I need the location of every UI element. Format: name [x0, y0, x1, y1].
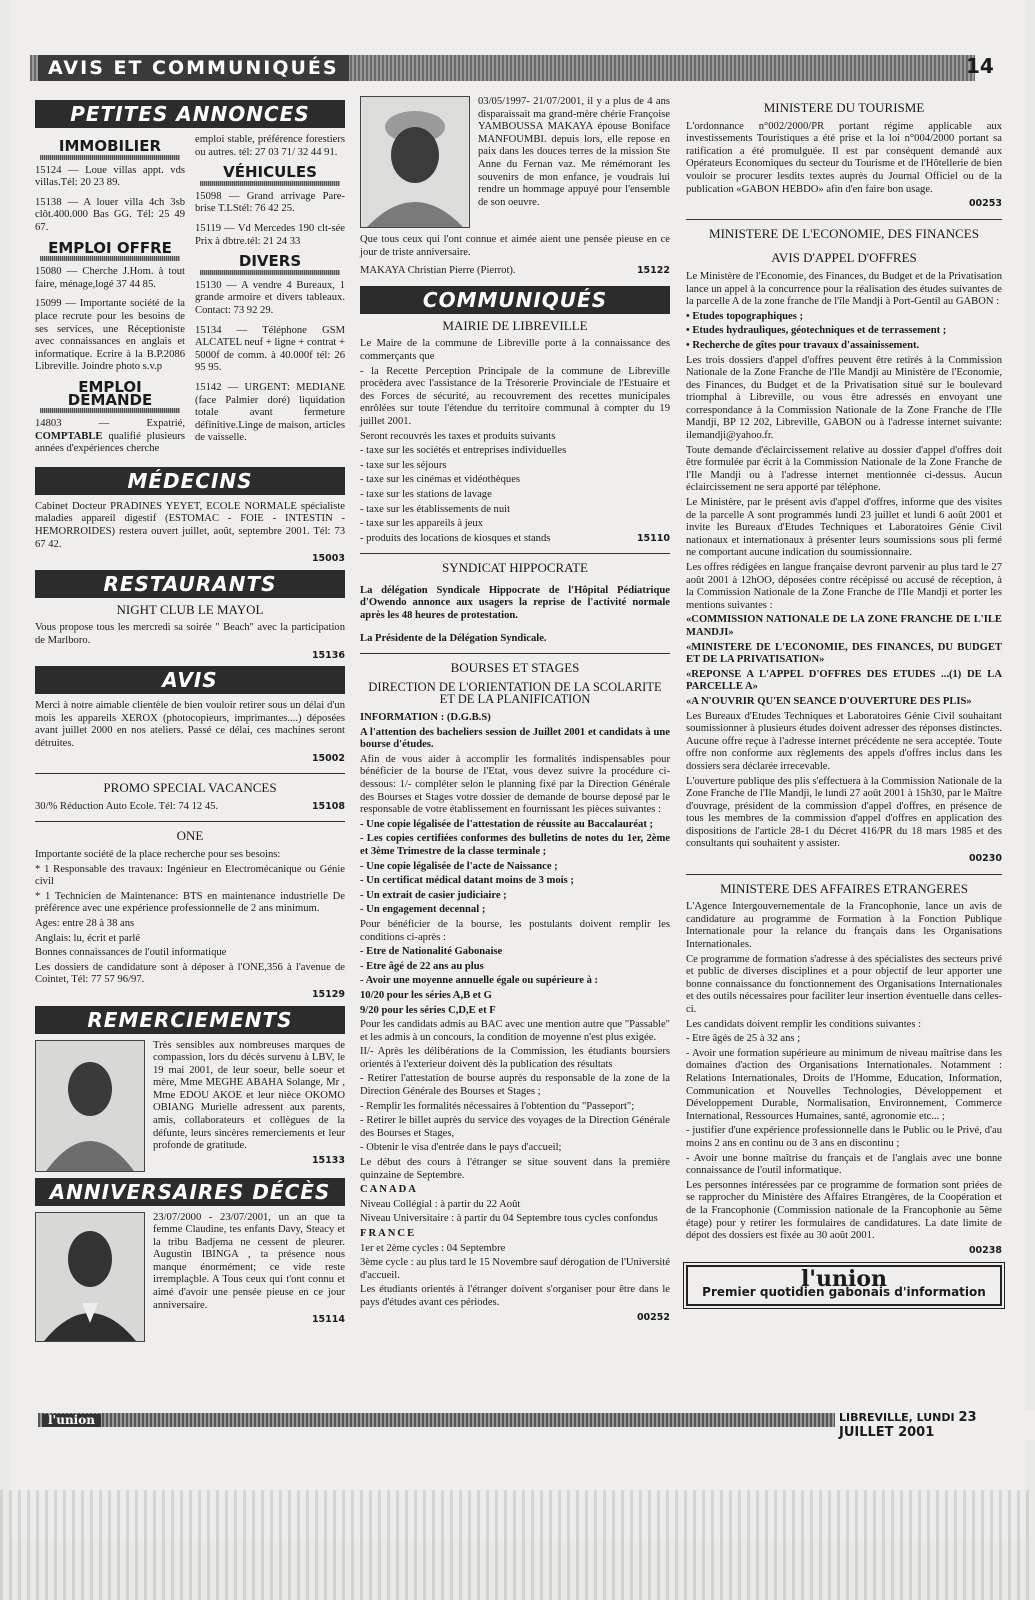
- affaires-line: Les candidats doivent remplir les conditions suivantes :: [686, 1018, 922, 1030]
- mairie-line: Le Maire de la commune de Libreville porte à la connaissance des commerçants que: [360, 338, 670, 362]
- ref-number: 00230: [968, 853, 1002, 865]
- canada-heading: CANADA: [360, 1184, 418, 1196]
- affaires-line: - Etre âgés de 25 à 32 ans ;: [686, 1033, 801, 1045]
- classifieds-left: [35, 134, 185, 463]
- tourisme-title: MINISTERE DU TOURISME: [763, 100, 925, 115]
- affaires-line: Les personnes intéressées par ce programme de formation sont priées de se rapprocher du Ministère des Affaires Etrangères, de la Coopération et de la Francophonie (Commission nationale de la Francophonie au 5ème étage) pour y retirer les formulaires de candidatures. La date limite de dépot des dossiers est fixée au 30 août 2001.: [686, 1179, 1002, 1242]
- ref-number: 15108: [311, 800, 345, 812]
- info-heading: INFORMATION : (D.G.B.S): [360, 712, 491, 724]
- remerciements-content: [153, 1040, 345, 1172]
- mairie-line: - taxe sur les appareils à jeux: [360, 518, 483, 530]
- appel-intro: Le Ministère de l'Economie, des Finances, du Budget et de la Privatisation lance un appel à la concurrence pour la réalisation des études suivantes de la parcelle A de la zone franche de l'île Mandji à Port-Gentil au GABON :: [686, 270, 1002, 308]
- affaires-line: - Avoir une formation supérieure au minimum de niveau maîtrise dans les domaines d'action des Organisations Internationales. Notamment : Relations Internationales, Droits de l'Homme, Education, Information, Communication et Nouvelles Technologies, Développement et Développement Durable, Normalisation, Environnement, Commerce International, Ressources Humaines, santé, agronomie etc... ;: [686, 1047, 1002, 1122]
- emploi-offre-heading: EMPLOI OFFRE: [48, 238, 172, 257]
- bourse-line: Afin de vous aider à accomplir les formalités indispensables pour bénéficier de la bourse de l'Etat, vous devez suivre la procédure ci-dessous: 1/- compléter selon le planning fixé par la Direction Générale des Bourses et Stages votre dossier de demande de bourse deposé par le responsable de votre établissement en fournissant les pièces suivantes :: [360, 753, 670, 816]
- appel-line: Les Bureaux d'Etudes Techniques et Laboratoires Génie Civil souhaitant soumissionner à plusieurs études doivent adresser des réponses distinctes. Aucune offre reçue à l'adresse internet précédente ne sera acceptée. Toute offre non conforme aux règlements des appels d'offres inclus dans les dossiers sera déclarée irrecevable.: [686, 710, 1002, 772]
- footer-date: [835, 1410, 1035, 1440]
- mairie-title: MAIRIE DE LIBREVILLE: [442, 317, 588, 333]
- affaires-line: L'Agence Intergouvernementale de la Francophonie, lance un avis de candidature au programme de Formation à la Fonction Publique Internationale pour la relance du français dans les Organisations Internationales.: [686, 901, 1002, 951]
- bac-text: Pour les candidats admis au BAC avec une mention autre que "Passable" et les admis à un concours, la condition de moyenne n'est plus exigée.: [360, 1019, 670, 1043]
- divider: [200, 181, 340, 186]
- economie-title: MINISTERE DE L'ECONOMIE, DES FINANCES: [709, 225, 979, 241]
- france-line: 1er et 2ème cycles : 04 Septembre: [360, 1242, 506, 1254]
- after-line: Le début des cours à l'étranger se situe souvent dans la première quinzaine de Septembre.: [360, 1157, 670, 1181]
- promo-text: 30/% Réduction Auto Ecole. Tél: 74 12 45.: [35, 800, 219, 812]
- classifieds: [35, 134, 345, 463]
- newspaper-logo-box: [686, 1265, 1002, 1306]
- divider: [40, 155, 180, 160]
- night-club-text: Vous propose tous les mercredi sa soirée " Beach" avec la participation de Marlboro.: [35, 622, 345, 647]
- newspaper-tagline: Premier quotidien gabonais d'information: [702, 1284, 986, 1299]
- bourse-item: - Une copie légalisée de l'acte de Naissance ;: [360, 860, 558, 872]
- mairie-line: - la Recette Perception Principale de la commune de Libreville procèdera avec l'assistance de la Trésorerie Provinciale de l'Estuaire et des Forces de sécurité, au recouvrement des recettes municipales enrôlées sur toute l'étendue du territoire communal à compter du 19 juillet 2001.: [360, 365, 670, 427]
- appel-bullet: • Etudes topographiques ;: [686, 310, 804, 322]
- deces-block: [360, 96, 670, 228]
- after-line: - Retirer le billet auprès du service des voyages de la Direction Générale des Bourses et Stages,: [360, 1115, 670, 1139]
- appel-line: L'ouverture publique des plis s'effectuera à la Commission Nationale de la Zone Franche de l'Ile Mandji, le lundi 27 août 2001 à 15h30, par le Maître d'ouvrage, président de la commission d'appel d'offres, en présence de tous les membres de la commission d'appel d'offres en application des dispositions de l'article 28-1 du Décret 416/PR du 18 mars 1985 et des consultants qui souhaitent y assister.: [686, 775, 1002, 850]
- list-item: 15138 — A louer villa 4ch 3sb clôt.400.000 Bas GG. Tél: 25 49 67.: [35, 196, 185, 233]
- ad-bold-text: COMPTABLE: [35, 430, 103, 442]
- communiques-banner: COMMUNIQUÉS: [360, 286, 670, 314]
- promo-title: PROMO SPECIAL VACANCES: [103, 780, 277, 796]
- divider: [360, 653, 670, 654]
- anniversaires-text: 23/07/2000 - 23/07/2001, un an que ta femme Claudine, tes enfants Davy, Steacy et la tribu Badjema ne cessent de pleurer. Augustin IBINGA , ta présence nous manque énormément; ce vide reste irremplaçble. A Tous ceux qui t'ont connu et aimé d'avoir une pensée pieuse en ce jour anniversaire.: [153, 1211, 345, 1311]
- condition-item: - Etre de Nationalité Gabonaise: [360, 946, 503, 958]
- bourses-title: BOURSES ET STAGES: [450, 660, 580, 676]
- appel-mention: «A N'OUVRIR QU'EN SEANCE D'OUVERTURE DES PLIS»: [686, 695, 972, 707]
- ad-text: qualifié plusieurs années d'expériences cherche: [35, 430, 185, 455]
- affaires-line: - Avoir une bonne maîtrise du français et de l'anglais avec une bonne connaissance de l'outil informatique.: [686, 1152, 1002, 1177]
- list-item: 15142 — URGENT: MEDIANE (face Palmier doré) liquidation totale avant fermeture définitive.Linge de maison, articles de vaisselle.: [195, 381, 345, 444]
- appel-mention: «COMMISSION NATIONALE DE LA ZONE FRANCHE DE L'ILE MANDJI»: [686, 614, 1002, 638]
- scan-artifact: [0, 1490, 1035, 1600]
- moyenne-line: 10/20 pour les séries A,B et G: [360, 989, 492, 1001]
- divider: [686, 874, 1002, 875]
- portrait-icon: [36, 1041, 144, 1171]
- vehicules-heading: VÉHICULES: [223, 163, 317, 182]
- anniversaires-banner: ANNIVERSAIRES DÉCÈS: [35, 1178, 345, 1206]
- list-item: 15134 — Téléphone GSM ALCATEL neuf + ligne + contrat + 5000f de comm. à 40.000f tél: 26 95 95.: [195, 324, 345, 374]
- condition-item: - Avoir une moyenne annuelle égale ou supérieure à :: [360, 975, 599, 987]
- appel-bullet: • Recherche de gîtes pour travaux d'assainissement.: [686, 339, 920, 351]
- divider: [40, 256, 180, 261]
- avis-banner: AVIS: [35, 666, 345, 694]
- france-heading: FRANCE: [360, 1228, 417, 1239]
- mairie-line: - taxe sur les stations de lavage: [360, 488, 492, 500]
- section-title: AVIS ET COMMUNIQUÉS: [38, 55, 349, 81]
- footer-date-main: 23 JUILLET 2001: [839, 1410, 977, 1440]
- canada-line: Niveau Universitaire : à partir du 04 Septembre tous cycles confondus: [360, 1213, 658, 1225]
- attention-text: A l'attention des bacheliers session de Juillet 2001 et candidats à une bourse d'études.: [360, 726, 670, 751]
- appel-mention: «REPONSE A L'APPEL D'OFFRES DES ETUDES ...(1) DE LA PARCELLE A»: [686, 668, 1002, 693]
- appel-line: Les offres rédigées en langue française devront parvenir au plus tard le 27 août 2001 à 12hOO, déposées contre récépissé ou accusé de réception, à la Commission Nationale de la Zone Franche de l'Ile Mandji et porter les mentions suivantes :: [686, 562, 1002, 611]
- deces-signature: MAKAYA Christian Pierre (Pierrot).: [360, 265, 516, 277]
- list-item: 15124 — Loue villas appt. vds villas.Tél: 20 23 89.: [35, 164, 185, 189]
- after-line: - Retirer l'attestation de bourse auprès du responsable de la zone de la Direction Générale des Bourses et Stages ;: [360, 1073, 670, 1098]
- divider: [360, 553, 670, 554]
- appel-line: Le Ministère, par le présent avis d'appel d'offres, informe que des visites de la parcelle A sont programmés lundi 23 juillet et lundi 6 août 2001 et invite les Bureaux d'Etudes Techniques et Laboratoires Génie Civil nationaux et internationaux à présenter leurs soumissions sous pli fermé ne comportant aucune indication du soumissionnaire.: [686, 497, 1002, 559]
- night-club-title: NIGHT CLUB LE MAYOL: [116, 601, 264, 617]
- list-item: [35, 418, 185, 456]
- divider: [200, 270, 340, 275]
- appel-title: AVIS D'APPEL D'OFFRES: [771, 250, 917, 266]
- mairie-line: - taxe sur les cinémas et vidéothèques: [360, 474, 521, 486]
- page-number: 14: [966, 54, 994, 78]
- bourse-item: - Un engagement decennal ;: [360, 904, 486, 916]
- after-line: - Remplir les formalités nécessaires à l'obtention du "Passeport";: [360, 1100, 635, 1112]
- footer-logo: l'union: [42, 1414, 101, 1427]
- remerciements-block: [35, 1040, 345, 1172]
- ref-number: 00252: [636, 1311, 670, 1323]
- one-line: Les dossiers de candidature sont à déposer à l'ONE,356 à l'avenue de Cointet, Tél: 77 57 96/97.: [35, 961, 345, 986]
- avis-text: Merci à notre aimable clientèle de bien vouloir retirer sous un délai d'un mois les appareils XEROX (photocopieurs, imprimantes....) déposées avant juillet 2000 en nos ateliers. Passé ce délai, ces machines seront détruites.: [35, 700, 345, 749]
- mairie-line: - taxe sur les sociétés et entreprises individuelles: [360, 445, 567, 457]
- anniversaires-block: [35, 1212, 345, 1342]
- list-item: 15099 — Importante société de la place recrute pour les besoins de ses services, une Réceptioniste avec connaissances en anglais et informatique. Ecrire à la B.P.2086 Libreville. Joindre photo s.v.p: [35, 298, 185, 373]
- immobilier-heading: IMMOBILIER: [58, 137, 162, 155]
- footer-date-prefix: LIBREVILLE, LUNDI: [839, 1411, 959, 1424]
- ref-number: 00253: [968, 198, 1002, 210]
- after-line: - Obtenir le visa d'entrée dans le pays d'accueil;: [360, 1142, 562, 1154]
- appel-line: Toute demande d'éclaircissement relative au dossier d'appel d'offres doit être formulée par écrit à la Commission Nationale de la Zone Franche de l'Ile Mandji ou à l'adresse internet mentionnée ci-dessus. Aucun éclaircissement ne sera apporté par téléphone.: [686, 444, 1002, 494]
- portrait-photo: [360, 96, 470, 228]
- one-line: Anglais: lu, écrit et parlé: [35, 932, 141, 944]
- canada-line: Niveau Collégial : à partir du 22 Août: [360, 1198, 521, 1210]
- affaires-line: - justifier d'une expérience professionnelle dans le Public ou le Privé, d'au moins 2 ans en continu ou de 3 ans en discontinu ;: [686, 1125, 1002, 1149]
- remerciements-banner: REMERCIEMENTS: [35, 1006, 345, 1034]
- affaires-title: MINISTERE DES AFFAIRES ETRANGERES: [720, 880, 968, 896]
- divider: [35, 821, 345, 822]
- appel-bullet: • Etudes hydrauliques, géotechniques et de terrassement ;: [686, 325, 947, 337]
- ref-number: 15002: [311, 752, 345, 764]
- one-line: Importante société de la place recherche pour ses besoins:: [35, 848, 281, 860]
- direction-title: DIRECTION DE L'ORIENTATION DE LA SCOLARITE ET DE LA PLANIFICATION: [368, 679, 662, 707]
- ref-number: 15003: [311, 553, 345, 565]
- anniversaires-content: [153, 1212, 345, 1342]
- bourse-item: - Un extrait de casier judiciaire ;: [360, 889, 507, 901]
- portrait-icon: [36, 1213, 144, 1341]
- list-item: 15080 — Cherche J.Hom. à tout faire, ménage,logé 37 44 85.: [35, 266, 185, 290]
- mairie-line: - taxe sur les établissements de nuit: [360, 503, 511, 515]
- final-text: Les étudiants orientés à l'étranger doivent s'organiser pour être dans le pays d'études avant ces périodes.: [360, 1284, 670, 1308]
- medecins-banner: MÉDECINS: [35, 467, 345, 495]
- ref-number: 15133: [311, 1154, 345, 1166]
- condition-item: - Etre âgé de 22 ans au plus: [360, 960, 484, 972]
- restaurants-banner: RESTAURANTS: [35, 570, 345, 598]
- syndicat-title: SYNDICAT HIPPOCRATE: [441, 560, 589, 576]
- after-line: II/- Après les délibérations de la Commission, les étudiants boursiers orientés à l'exterieur doivent dès la publication des résultats: [360, 1046, 670, 1070]
- one-line: * 1 Technicien de Maintenance: BTS en maintenance industrielle De préférence avec une expérience professionnelle de 2 ans minimum.: [35, 890, 345, 915]
- ref-number: 15122: [636, 265, 670, 277]
- ref-number: 15110: [636, 532, 670, 544]
- portrait-photo: [35, 1040, 145, 1172]
- column-left: [35, 96, 345, 1348]
- column-right: [686, 96, 1002, 1306]
- classifieds-right: [195, 134, 345, 463]
- ref-number: 15114: [311, 1314, 345, 1326]
- ref-number: 15136: [311, 649, 345, 661]
- bourse-item: - Une copie légalisée de l'attestation de réussite au Baccalauréat ;: [360, 818, 654, 830]
- mairie-line: - produits des locations de kiosques et stands: [360, 532, 551, 544]
- tourisme-text: L'ordonnance n°002/2000/PR portant régime applicable aux investissements Touristiques a été prise et la loi n°004/2000 portant sa ratification a été promulguée. Il est par conséquent demandé aux Opérateurs Economiques du secteur du Tourisme et de l'Hôtellerie de bien vouloir se procurer lesdits textes auprès du Journal Officiel ou de la publication «GABON HEBDO» afin d'en faire bon usage.: [686, 120, 1002, 195]
- divers-heading: DIVERS: [238, 252, 302, 271]
- petites-annonces-banner: PETITES ANNONCES: [35, 100, 345, 128]
- portrait-icon: [361, 97, 469, 227]
- list-item: emploi stable, préférence forestiers ou autres. tél: 27 03 71/ 32 44 91.: [195, 134, 345, 158]
- deces-text: 03/05/1997- 21/07/2001, il y a plus de 4 ans disparaissait ma grand-mère chérie Françoise YAMBOUSSA MAKAYA épouse Boniface MANFOUMBI. depuis lors, elle repose en paix dans les douces terres de la mission Ste Anne du Fernan vaz. Me rémémorant les souvenirs de mon enfance, je voudrais lui rendre un hommage appuyé pour l'ensemble de son oeuvre.: [478, 96, 670, 208]
- newspaper-logo: l'union: [800, 1266, 888, 1293]
- one-line: * 1 Responsable des travaux: Ingénieur en Electromécanique ou Génie civil: [35, 863, 345, 888]
- medecins-text: Cabinet Docteur PRADINES YEYET, ECOLE NORMALE spécialiste maladies appareil digestif (ESTOMAC - FOIE - INTESTIN - HEMORROIDES) restera ouvert juillet, août, septembre 2001. Tél: 73 67 42.: [35, 500, 345, 550]
- list-item: 15119 — Vd Mercedes 190 clt-sée Prix à dbtre.tél: 21 24 33: [195, 222, 345, 247]
- deces-content: [478, 96, 670, 228]
- ref-number: 15129: [311, 988, 345, 1000]
- conditions-intro: Pour bénéficier de la bourse, les postulants doivent remplir les conditions ci-après :: [360, 918, 670, 943]
- syndicat-signature: La Présidente de la Délégation Syndicale.: [360, 632, 547, 644]
- affaires-line: Ce programme de formation s'adresse à des spécialistes des secteurs privé et public de diverses disciplines et a pour objectif de leur apporter une bonne connaissance du fonctionnement des Organisations Internationales et des outils nécessaires pour faciliter leur insertion éventuelle dans celles-ci.: [686, 953, 1002, 1015]
- syndicat-text: La délégation Syndicale Hippocrate de l'Hôpital Pédiatrique d'Owendo annonce aux usagers la reprise de l'activité normale après les 48 heures de protestation.: [360, 584, 670, 622]
- appel-line: Les trois dossiers d'appel d'offres peuvent être retirés à la Commission Nationale de la Zone Franche de l'Ile Mandji au Ministère de l'Economie, des Finances, du Budget et de la Privatisation situé sur le boulevard triomphal à Libreville, ou vous être adressés en envoyant une correspondance à la Commission Nationale de la Zone Franche de l'Ile Mandji, BP 12 202, Libreville, GABON ou à l'adresse internet suivante: ilemandji@yahoo.fr.: [686, 354, 1002, 442]
- divider: [40, 408, 180, 413]
- ad-text: — Expatrié,: [61, 418, 185, 430]
- mairie-line: Seront recouvrés les taxes et produits suivants: [360, 430, 556, 442]
- ref-number: 00238: [968, 1244, 1002, 1256]
- moyenne-line: 9/20 pour les séries C,D,E et F: [360, 1004, 496, 1016]
- bourse-item: - Les copies certifiées conformes des bulletins de notes du 1er, 2ème et 3ème Trimestre de la classe terminale ;: [360, 833, 670, 857]
- list-item: 15130 — A vendre 4 Bureaux, 1 grande armoire et divers tableaux. Contact: 73 92 29.: [195, 279, 345, 316]
- appel-mention: «MINISTERE DE L'ECONOMIE, DES FINANCES, DU BUDGET ET DE LA PRIVATISATION»: [686, 641, 1002, 666]
- deces-text-2: Que tous ceux qui l'ont connue et aimée aient une pensée pieuse en ce jour de triste anniversaire.: [360, 234, 670, 258]
- one-title: ONE: [176, 828, 204, 844]
- one-line: Bonnes connaissances de l'outil informatique: [35, 947, 227, 959]
- list-item: 15098 — Grand arrivage Pare-brise T.LStél: 76 42 25.: [195, 190, 345, 215]
- one-line: Ages: entre 28 à 38 ans: [35, 917, 135, 929]
- mairie-line: - taxe sur les séjours: [360, 459, 447, 471]
- divider: [35, 773, 345, 774]
- divider: [686, 219, 1002, 220]
- remerciements-text: Très sensibles aux nombreuses marques de compassion, lors du décès survenu à LBV, le 19 mai 2001, de leur soeur, belle soeur et mère, Mme MEGHE ABAHA Solange, Mr , Mme EDOU AKOE et leur nièce OKOMO OBIANG Murielle adressent aux parents, amis, collaborateurs et collègues de la défunte, leurs sincères remerciements et leur profonde de gratitude.: [153, 1039, 345, 1152]
- portrait-photo: [35, 1212, 145, 1342]
- bourse-item: - Un certificat médical datant moins de 3 mois ;: [360, 875, 574, 887]
- emploi-demande-heading: EMPLOI DEMANDE: [67, 377, 153, 409]
- column-middle: [360, 96, 670, 1326]
- france-line: 3ème cycle : au plus tard le 15 Novembre sauf dérogation de l'Université d'accueil.: [360, 1257, 670, 1281]
- ad-number: 14803: [35, 418, 62, 430]
